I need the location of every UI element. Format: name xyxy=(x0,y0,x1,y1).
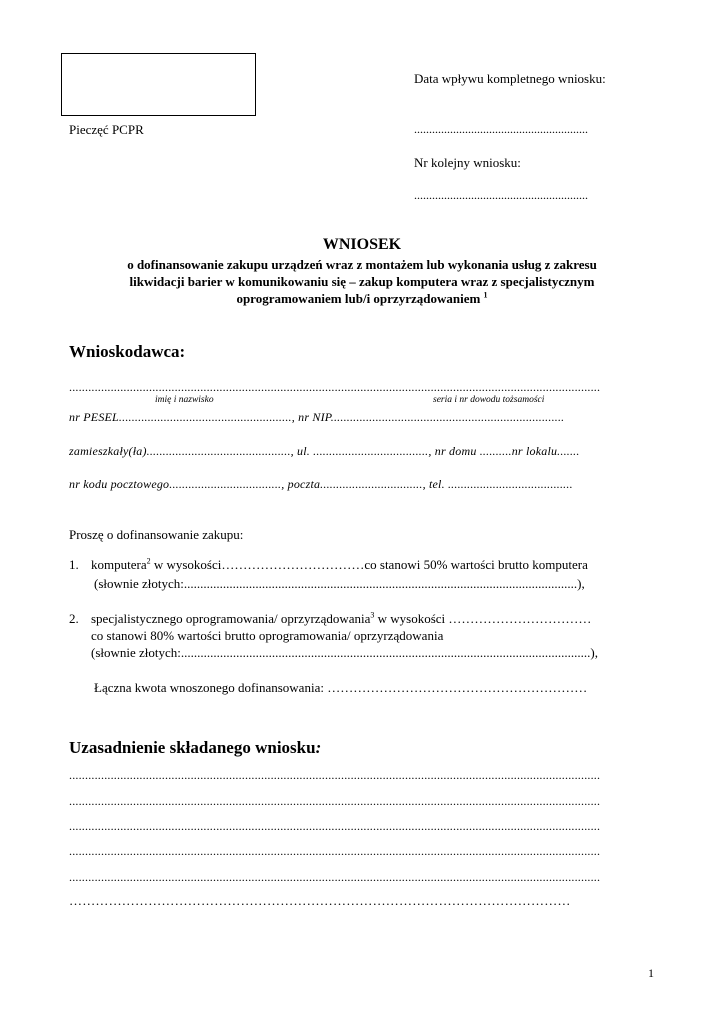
applicant-heading: Wnioskodawca: xyxy=(69,342,186,361)
item-2-words[interactable]: (słownie złotych:..............................................................................................................................), xyxy=(91,645,598,660)
date-label: Data wpływu kompletnego wniosku: xyxy=(414,71,606,86)
page-number: 1 xyxy=(648,966,654,980)
total-amount-row[interactable]: Łączna kwota wnoszonego dofinansowania: …………………………………………………… xyxy=(94,680,588,695)
justification-heading: Uzasadnienie składanego wniosku: xyxy=(69,738,322,757)
date-field[interactable]: .......................................................... xyxy=(414,122,588,136)
justification-line-2[interactable]: ...................................................................................................................................................................... xyxy=(69,794,601,808)
subtitle-line-3: oprogramowaniem lub/i oprzyrządowaniem $^1$ xyxy=(236,290,488,306)
pesel-nip-row[interactable]: nr PESEL......................................................, nr NIP......................................................................... xyxy=(69,410,565,424)
stamp-box xyxy=(61,53,256,116)
item-2-number: 2. xyxy=(69,611,79,626)
item-2-line[interactable]: specjalistycznego oprogramowania/ oprzyrządowania$^3$ w wysokości …………………………… xyxy=(91,610,592,626)
address-row[interactable]: zamieszkały(ła)............................................., ul. ...................................., nr domu ..........nr lokalu....... xyxy=(69,444,580,458)
item-1-line[interactable]: komputera$^2$ w wysokości……………………………co stanowi 50% wartości brutto komputera xyxy=(91,556,588,572)
caption-name: imię i nazwisko xyxy=(155,395,214,405)
justification-line-4[interactable]: ...................................................................................................................................................................... xyxy=(69,844,601,858)
item-1-number: 1. xyxy=(69,557,79,572)
request-intro: Proszę o dofinansowanie zakupu: xyxy=(69,527,244,542)
number-field[interactable]: .......................................................... xyxy=(414,188,588,202)
justification-line-5[interactable]: ...................................................................................................................................................................... xyxy=(69,870,601,884)
subtitle-line-2: likwidacji barier w komunikowaniu się – zakup komputera wraz z specjalistycznym xyxy=(129,274,595,289)
footnote-3-ref: 3 xyxy=(370,610,375,620)
name-id-field[interactable]: ...................................................................................................................................................................... xyxy=(69,380,601,394)
document-title: WNIOSEK xyxy=(322,236,402,253)
item-1-words[interactable]: (słownie złotych:.........................................................................................................................), xyxy=(94,576,585,591)
stamp-label: Pieczęć PCPR xyxy=(69,122,144,137)
justification-line-1[interactable]: ...................................................................................................................................................................... xyxy=(69,768,601,782)
justification-line-3[interactable]: ...................................................................................................................................................................... xyxy=(69,819,601,833)
footnote-1-ref: 1 xyxy=(483,290,488,300)
number-label: Nr kolejny wniosku: xyxy=(414,155,521,170)
footnote-2-ref: 2 xyxy=(146,556,151,566)
subtitle-line-1: o dofinansowanie zakupu urządzeń wraz z montażem lub wykonania usług z zakresu xyxy=(127,257,597,272)
caption-id: seria i nr dowodu tożsamości xyxy=(433,395,545,405)
item-2-line-2: co stanowi 80% wartości brutto oprogramowania/ oprzyrządowania xyxy=(91,628,444,643)
justification-line-6[interactable]: …………………………………………………………………………………………………… xyxy=(69,893,571,908)
postal-row[interactable]: nr kodu pocztowego..................................., poczta................................, tel. ....................................... xyxy=(69,477,573,491)
